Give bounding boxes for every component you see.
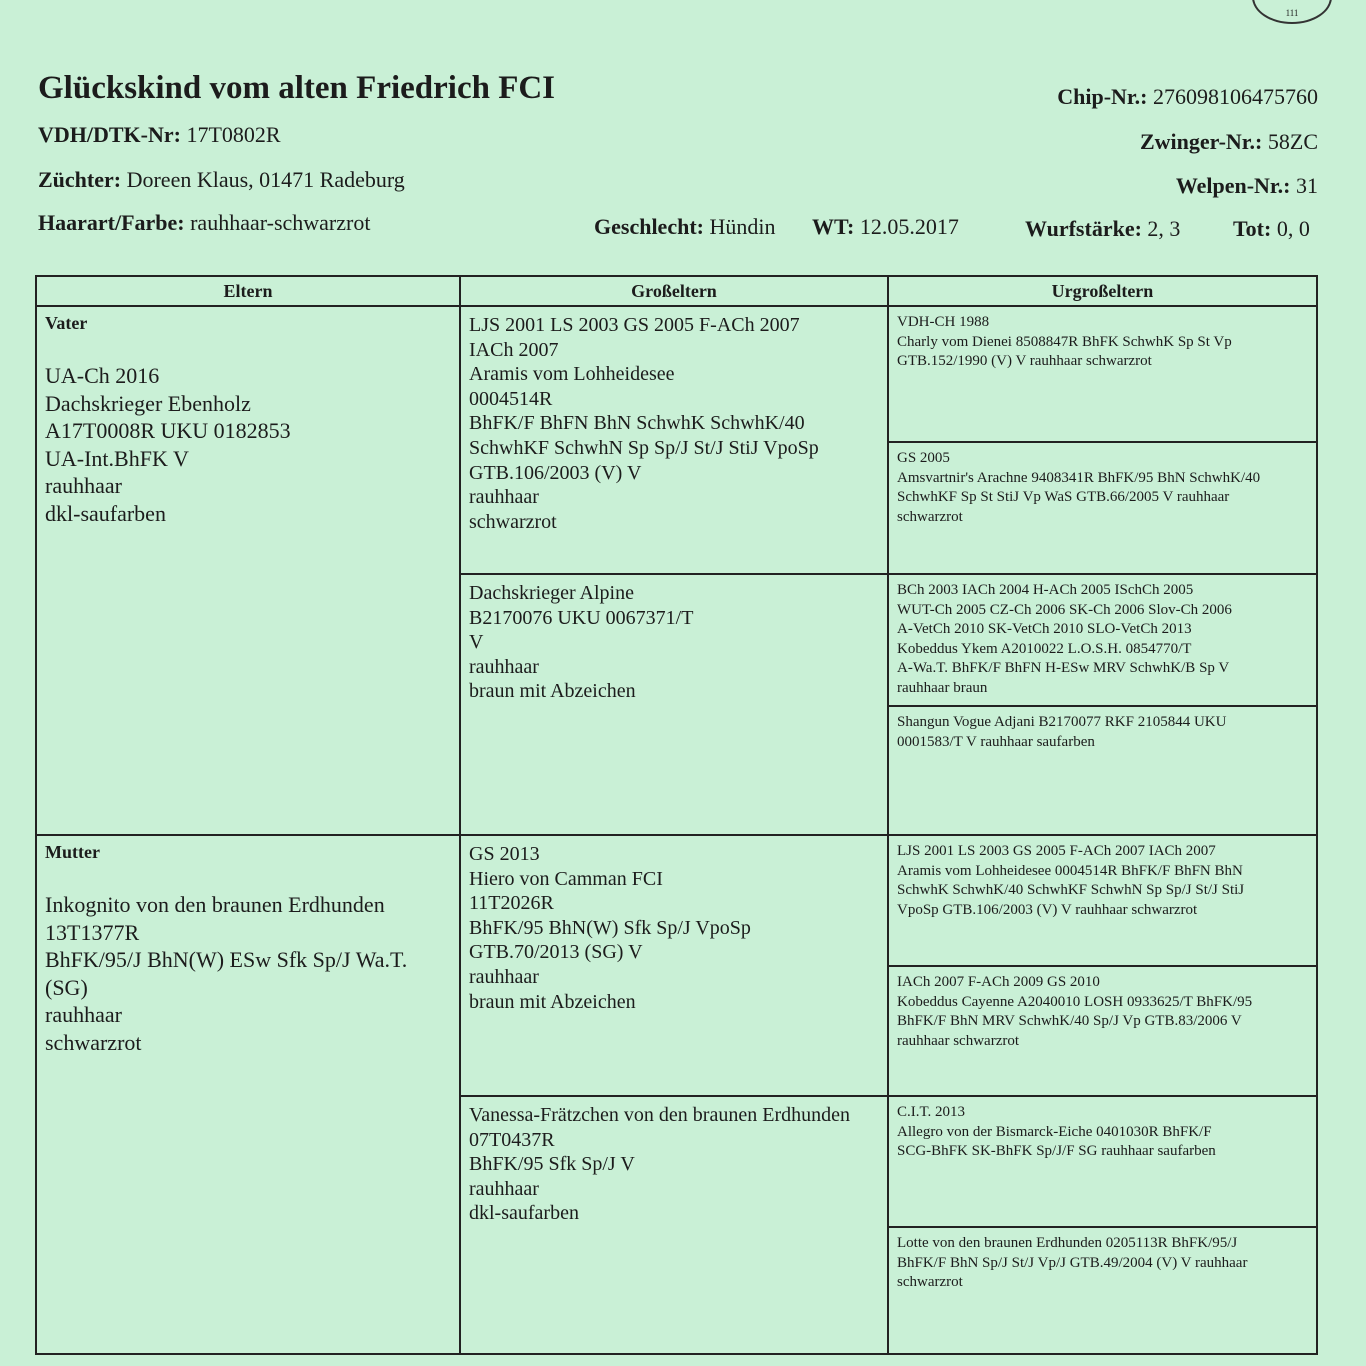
great-grandparent-cell (889, 1095, 1316, 1226)
sire-line: rauhhaar (45, 473, 122, 498)
great-grandparent-line: GTB.152/1990 (V) V rauhhaar schwarzrot (897, 353, 1152, 369)
dam-line: schwarzrot (45, 1029, 142, 1055)
sire-cell (37, 307, 459, 834)
grandparent-line: GTB.70/2013 (SG) V (469, 941, 643, 964)
sire-line: UA-Ch 2016 (45, 363, 160, 388)
sire-line: A17T0008R UKU 0182853 (45, 418, 291, 443)
dam-line: 13T1377R (45, 919, 140, 945)
great-grandparent-line: A-Wa.T. BhFK/F BhFN H-ESw MRV SchwhK/B Sp V (897, 660, 1230, 676)
grandparent-line: schwarzrot (469, 510, 557, 533)
grandparents-column (461, 277, 889, 1353)
great-grandparent-line: SCG-BhFK SK-BhFK Sp/J/F SG rauhhaar saufarben (897, 1143, 1216, 1159)
parents-column-header: Eltern (37, 277, 459, 307)
dam-line: BhFK/95/J BhN(W) ESw Sfk Sp/J Wa.T. (45, 947, 408, 972)
grandparent-line: V (469, 631, 484, 654)
great-grandparent-line: Lotte von den braunen Erdhunden 0205113R BhFK/95/J (897, 1235, 1238, 1251)
pedigree-table (35, 275, 1318, 1355)
grandparent-line: Aramis vom Lohheidesee (469, 363, 675, 386)
chip-value: 276098106475760 (1153, 84, 1318, 109)
grandparent-line: dkl-saufarben (469, 1202, 579, 1225)
great-grandparent-line: Kobeddus Cayenne A2040010 LOSH 0933625/T BhFK/95 (897, 993, 1253, 1010)
grandparent-line: 07T0437R (469, 1128, 555, 1151)
grandparent-cell (461, 1095, 887, 1353)
great-grandparent-line: rauhhaar braun (897, 679, 988, 696)
great-grandparent-line: WUT-Ch 2005 CZ-Ch 2006 SK-Ch 2006 Slov-Ch 2006 (897, 601, 1232, 618)
great-grandparent-cell (889, 965, 1316, 1095)
grandparent-cell (461, 834, 887, 1095)
whelp-date-value: 12.05.2017 (859, 214, 959, 239)
great-grandparents-column-header: Urgroßeltern (889, 277, 1316, 307)
coat-value: rauhhaar-schwarzrot (190, 210, 371, 235)
grandparent-line: LJS 2001 LS 2003 GS 2005 F-ACh 2007 (469, 314, 800, 336)
litter-size (1025, 216, 1180, 242)
great-grandparent-line: SchwhK SchwhK/40 SchwhKF SchwhN Sp Sp/J St/J StiJ (897, 882, 1245, 898)
dam-line: Inkognito von den braunen Erdhunden (45, 892, 385, 917)
great-grandparent-line: 0001583/T V rauhhaar saufarben (897, 733, 1095, 750)
breeder-label: Züchter: (38, 167, 122, 192)
grandparent-line: Hiero von Camman FCI (469, 867, 663, 890)
grandparent-line: rauhhaar (469, 965, 539, 988)
vdh-value: 17T0802R (186, 122, 281, 147)
grandparent-line: 11T2026R (469, 892, 554, 915)
great-grandparent-line: Allegro von der Bismarck-Eiche 0401030R BhFK/F (897, 1123, 1212, 1140)
kennel-value: 58ZC (1267, 129, 1318, 154)
great-grandparent-line: SchwhKF Sp St StiJ Vp WaS GTB.66/2005 V rauhhaar (897, 489, 1230, 505)
dam-line: (SG) (45, 974, 88, 1000)
whelp-date-label: WT: (812, 214, 855, 239)
grandparent-line: braun mit Abzeichen (469, 680, 636, 703)
great-grandparent-line: BhFK/F BhN MRV SchwhK/40 Sp/J Vp GTB.83/2006 V (897, 1013, 1242, 1029)
litter-size-label: Wurfstärke: (1025, 216, 1142, 241)
whelp-date (812, 214, 959, 240)
dam-cell (37, 834, 459, 1353)
great-grandparent-line: Charly vom Dienei 8508847R BhFK SchwhK Sp St Vp (897, 333, 1232, 350)
great-grandparent-line: Amsvartnir's Arachne 9408341R BhFK/95 BhN SchwhK/40 (897, 469, 1261, 486)
great-grandparent-cell (889, 705, 1316, 834)
sire-label: Vater (45, 313, 88, 333)
parents-column (37, 277, 461, 1353)
great-grandparent-line: VDH-CH 1988 (897, 314, 990, 330)
dead-count (1233, 216, 1310, 242)
great-grandparent-line: BCh 2003 IACh 2004 H-ACh 2005 ISchCh 2005 (897, 582, 1194, 598)
dead-label: Tot: (1233, 216, 1272, 241)
grandparent-line: braun mit Abzeichen (469, 990, 636, 1013)
chip-label: Chip-Nr.: (1057, 84, 1148, 109)
great-grandparent-line: schwarzrot (897, 508, 963, 525)
grandparent-line: BhFK/95 BhN(W) Sfk Sp/J VpoSp (469, 916, 751, 939)
puppy-value: 31 (1296, 173, 1318, 198)
dam-line: rauhhaar (45, 1002, 122, 1027)
great-grandparent-line: rauhhaar schwarzrot (897, 1032, 1020, 1049)
great-grandparent-cell (889, 441, 1316, 573)
sex-label: Geschlecht: (594, 214, 704, 239)
puppy-number (1176, 173, 1318, 199)
grandparent-cell (461, 573, 887, 834)
great-grandparent-line: schwarzrot (897, 1274, 963, 1290)
vdh-number (38, 122, 281, 148)
stamp (1252, 0, 1332, 24)
kennel-number (1140, 129, 1318, 155)
great-grandparent-line: Aramis vom Lohheidesee 0004514R BhFK/F BhFN BhN (897, 862, 1243, 879)
grandparent-line: 0004514R (469, 387, 553, 410)
great-grandparents-column (889, 277, 1316, 1353)
great-grandparent-line: IACh 2007 F-ACh 2009 GS 2010 (897, 974, 1100, 990)
grandparent-line: BhFK/F BhFN BhN SchwhK SchwhK/40 (469, 412, 805, 435)
grandparent-line: GTB.106/2003 (V) V (469, 461, 642, 484)
breeder (38, 167, 405, 193)
great-grandparent-line: Shangun Vogue Adjani B2170077 RKF 2105844 UKU (897, 714, 1227, 730)
sire-line: dkl-saufarben (45, 500, 166, 526)
great-grandparent-cell (889, 573, 1316, 705)
puppy-label: Welpen-Nr.: (1175, 173, 1291, 198)
grandparent-line: rauhhaar (469, 486, 539, 509)
grandparent-line: rauhhaar (469, 1177, 539, 1200)
grandparent-line: Dachskrieger Alpine (469, 582, 634, 604)
dead-value: 0, 0 (1276, 216, 1310, 241)
grandparent-line: BhFK/95 Sfk Sp/J V (469, 1153, 635, 1176)
great-grandparent-line: Kobeddus Ykem A2010022 L.O.S.H. 0854770/T (897, 640, 1192, 657)
great-grandparent-line: VpoSp GTB.106/2003 (V) V rauhhaar schwarzrot (897, 901, 1198, 918)
breeder-value: Doreen Klaus, 01471 Radeburg (126, 167, 405, 192)
great-grandparent-line: C.I.T. 2013 (897, 1104, 966, 1120)
kennel-label: Zwinger-Nr.: (1139, 129, 1263, 154)
grandparent-line: Vanessa-Frätzchen von den braunen Erdhunden (469, 1104, 850, 1126)
great-grandparent-cell (889, 307, 1316, 441)
grandparent-line: B2170076 UKU 0067371/T (469, 606, 694, 629)
coat-label: Haarart/Farbe: (38, 210, 185, 235)
dog-name-title: Glückskind vom alten Friedrich FCI (38, 70, 556, 106)
great-grandparent-cell (889, 834, 1316, 965)
vdh-label: VDH/DTK-Nr: (38, 122, 181, 147)
sex-value: Hündin (709, 214, 776, 239)
grandparent-line: GS 2013 (469, 843, 540, 865)
great-grandparent-line: A-VetCh 2010 SK-VetCh 2010 SLO-VetCh 2013 (897, 621, 1192, 637)
coat-color (38, 210, 370, 236)
great-grandparent-cell (889, 1226, 1316, 1353)
grandparent-line: SchwhKF SchwhN Sp Sp/J St/J StiJ VpoSp (469, 436, 819, 459)
great-grandparent-line: GS 2005 (897, 450, 950, 466)
stamp-number: 111 (1285, 8, 1299, 18)
sire-line: Dachskrieger Ebenholz (45, 390, 251, 416)
litter-size-value: 2, 3 (1147, 216, 1181, 241)
grandparent-line: rauhhaar (469, 655, 539, 678)
great-grandparent-line: BhFK/F BhN Sp/J St/J Vp/J GTB.49/2004 (V) V rauhhaar (897, 1254, 1248, 1271)
grandparents-column-header: Großeltern (461, 277, 887, 307)
dam-label: Mutter (45, 842, 100, 862)
sex (594, 214, 775, 240)
grandparent-line: IACh 2007 (469, 338, 559, 361)
grandparent-cell (461, 307, 887, 573)
sire-line: UA-Int.BhFK V (45, 445, 189, 471)
chip-number (1057, 84, 1318, 110)
great-grandparent-line: LJS 2001 LS 2003 GS 2005 F-ACh 2007 IACh 2007 (897, 843, 1216, 859)
